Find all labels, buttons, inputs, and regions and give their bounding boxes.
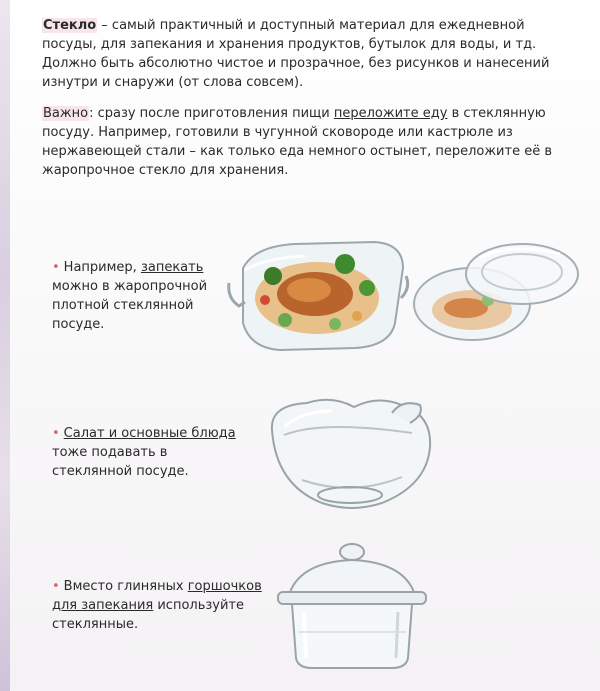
glass-apple-shaped-bowl-icon: [262, 385, 442, 520]
important-note: [42, 104, 562, 180]
bullet-text: используйте стеклянные.: [52, 598, 244, 632]
bullet-text: тоже подавать в стеклянной посуде.: [52, 445, 189, 479]
bullet-salad: [52, 424, 242, 481]
glass-casserole-pot-with-lid-icon: [272, 540, 432, 675]
bullet-dot: •: [52, 426, 60, 441]
bullet-dot: •: [52, 260, 60, 275]
document-page: [10, 0, 600, 691]
glass-oval-casserole-with-lid-icon: [410, 232, 582, 347]
note-part1: : сразу после приготовления пищи: [89, 106, 334, 121]
bullet-text: можно в жаропрочной плотной стеклянной посуде.: [52, 279, 208, 332]
note-underlined: переложите еду: [333, 106, 448, 121]
bullet-baking: [52, 258, 222, 334]
bullet-underlined: запекать: [140, 260, 204, 275]
intro-text: – самый практичный и доступный материал для ежедневной посуды, для запекания и хранения продуктов, бутылок для воды, и тд. Должно быть абсолютно чистое и прозрачное, без рисунков и нанесений изнутри и снаружи (от слова совсем).: [42, 18, 550, 90]
intro-term: Стекло: [43, 18, 97, 33]
left-decorative-strip: [0, 0, 10, 691]
bullet-text: Например,: [63, 260, 141, 275]
bullet-underlined: Салат и основные блюда: [63, 426, 236, 441]
note-part2: в стеклянную посуду. Например, готовили в чугунной сковороде или кастрюле из нержавеющей стали – как только еда немного остынет, переложите её в жаропрочное стекло для хранения.: [42, 106, 552, 178]
bullet-text: Вместо глиняных: [63, 579, 188, 594]
intro-paragraph: [42, 16, 562, 92]
note-label: Важно: [43, 106, 89, 121]
bullet-dot: •: [52, 579, 60, 594]
glass-baking-dish-with-chicken-icon: [225, 228, 410, 353]
bullet-pots: [52, 577, 262, 634]
bullet-underlined: горшочков для запекания: [52, 579, 262, 613]
